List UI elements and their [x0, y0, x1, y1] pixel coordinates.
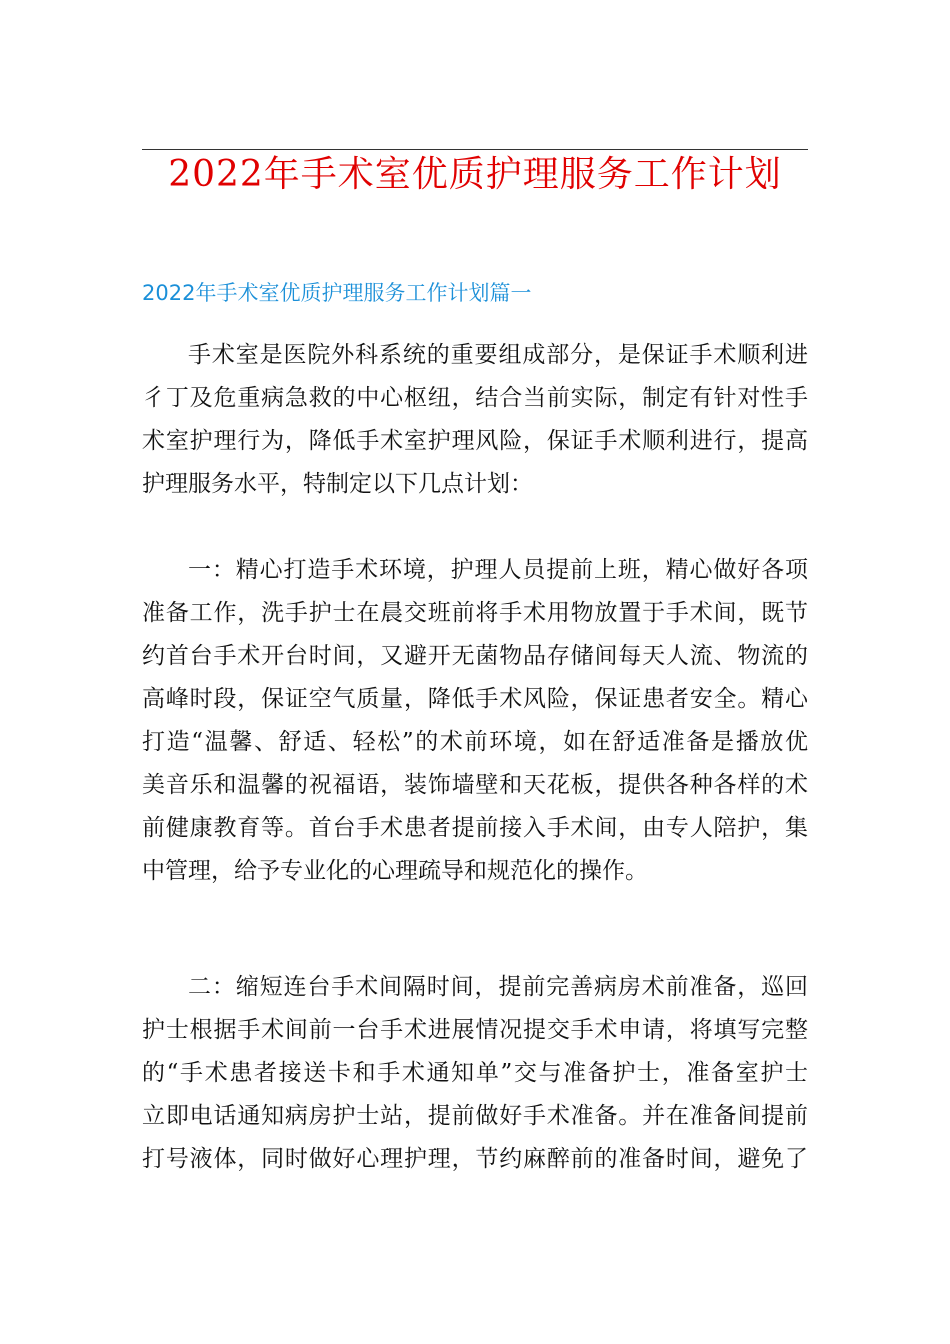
paragraph-item-one	[142, 549, 808, 893]
paragraph-line: 二：缩短连台手术间隔时间，提前完善病房术前准备，巡回	[188, 974, 808, 1000]
paragraph-line: 中管理，给予专业化的心理疏导和规范化的操作。	[142, 858, 648, 884]
title-top-rule	[142, 149, 808, 150]
paragraph-line: 准备工作，洗手护士在晨交班前将手术用物放置于手术间，既节	[142, 600, 808, 626]
paragraph-line: 打造“温馨、舒适、轻松”的术前环境，如在舒适准备是播放优	[142, 729, 808, 755]
paragraph-line: 前健康教育等。首台手术患者提前接入手术间，由专人陪护，集	[142, 815, 808, 841]
paragraph-intro	[142, 334, 808, 506]
paragraph-item-two	[142, 966, 808, 1181]
paragraph-line: 美音乐和温馨的祝福语，装饰墙壁和天花板，提供各种各样的术	[142, 772, 808, 798]
section-heading: 2022年手术室优质护理服务工作计划篇一	[142, 281, 532, 305]
paragraph-line: 打号液体，同时做好心理护理，节约麻醉前的准备时间，避免了	[142, 1146, 808, 1172]
document-title: 2022年手术室优质护理服务工作计划	[168, 154, 782, 195]
paragraph-line: 一：精心打造手术环境，护理人员提前上班，精心做好各项	[188, 557, 808, 583]
paragraph-line: 高峰时段，保证空气质量，降低手术风险，保证患者安全。精心	[142, 686, 808, 712]
paragraph-line: 约首台手术开台时间，又避开无菌物品存储间每天人流、物流的	[142, 643, 808, 669]
paragraph-line: 的“手术患者接送卡和手术通知单”交与准备护士，准备室护士	[142, 1060, 808, 1086]
paragraph-line: 立即电话通知病房护士站，提前做好手术准备。并在准备间提前	[142, 1103, 808, 1129]
paragraph-line: 手术室是医院外科系统的重要组成部分，是保证手术顺利进	[188, 342, 808, 368]
paragraph-line: 护理服务水平，特制定以下几点计划：	[142, 471, 533, 497]
paragraph-line: 护士根据手术间前一台手术进展情况提交手术申请，将填写完整	[142, 1017, 808, 1043]
paragraph-line: 彳丁及危重病急救的中心枢纽，结合当前实际，制定有针对性手	[142, 385, 808, 411]
paragraph-line: 术室护理行为，降低手术室护理风险，保证手术顺利进行，提高	[142, 428, 808, 454]
